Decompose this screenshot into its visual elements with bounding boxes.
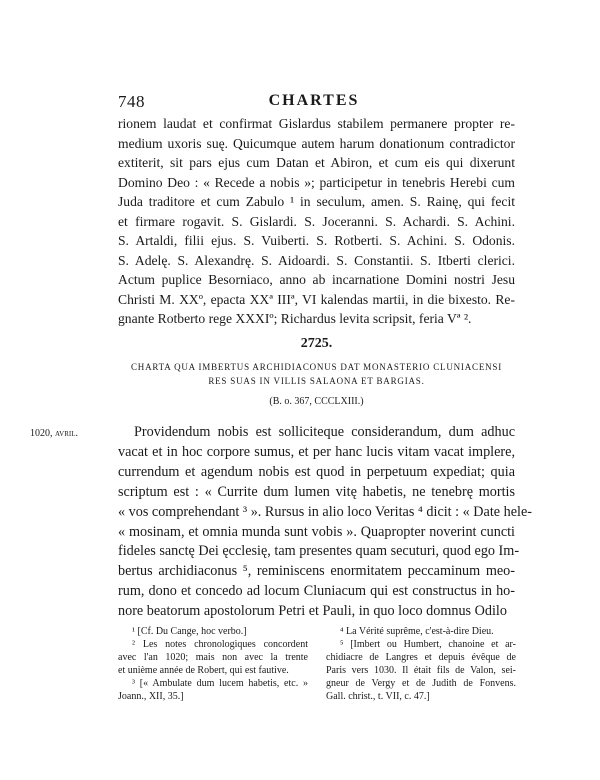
footnote	[326, 625, 516, 638]
text-line: nore beatorum apostolorum Petri et Pauli, in quo loco domnus Odilo	[118, 603, 507, 620]
text-line: Domino Deo : « Recede a nobis »; participetur in tenebris Herebi cum	[118, 174, 515, 190]
text-line: « mosinam, et omnia munda sunt vobis ». Quapropter noverint cuncti	[118, 523, 515, 540]
footnotes-right-column	[326, 625, 516, 703]
footnote-line: ¹ [Cf. Du Cange, hoc verbo.]	[132, 626, 247, 637]
footnote-line: Joann., XII, 35.]	[118, 691, 184, 702]
running-title: CHARTES	[268, 92, 360, 109]
margin-date: 1020, avril.	[30, 428, 78, 439]
charter-heading	[118, 360, 515, 388]
preceding-charter-text	[118, 114, 515, 329]
text-line: Actum puplice Besorniaco, anno ab incarnatione Domini nostri Jesu	[118, 272, 515, 287]
footnote-line: ² Les notes chronologiques concordent	[132, 639, 308, 650]
text-line: gnante Rotberto rege XXXIº; Richardus levita scripsit, feria Vª ².	[118, 311, 472, 326]
text-line: extiterit, sit pars ejus cum Datan et Abiron, et cum eis qui dixerunt	[118, 155, 515, 170]
text-line: et firmare rogavit. S. Gislardi. S. Joceranni. S. Achardi. S. Achini.	[118, 213, 515, 229]
text-line: vacat et in hoc corpore sumus, et per hanc lucis vitam vacat implere,	[118, 443, 515, 460]
footnote-line: ³ [« Ambulate dum lucem habetis, etc. »	[132, 678, 308, 689]
footnote	[118, 677, 308, 703]
charter-source-reference: (B. o. 367, CCCLXIII.)	[269, 396, 364, 407]
charter-number: 2725.	[300, 336, 333, 351]
footnote-line: ⁵ [Imbert ou Humbert, chanoine et ar-	[340, 639, 516, 650]
footnote-line: et unième année de Robert, qui est fautive.	[118, 665, 289, 676]
footnote	[118, 638, 308, 677]
text-line: fideles sanctę Dei ęcclesię, tam presentes quam secuturi, quod ego Im-	[118, 543, 520, 560]
footnote	[118, 625, 308, 638]
footnote-line: avec l'an 1020; mais non avec la trente	[118, 652, 308, 663]
text-line: S. Adelę. S. Alexandrę. S. Aidoardi. S. Constantii. S. Itberti clerici.	[118, 252, 515, 268]
text-line: rum, dono et concedo ad locum Cluniacum qui est constructus in ho-	[118, 583, 515, 600]
text-line: Christi M. XXº, epacta XXª IIIª, VI kalendas martii, in die bixesto. Re-	[118, 291, 515, 307]
text-line: Providendum nobis est solliciteque considerandum, dum adhuc	[134, 424, 515, 440]
footnote	[326, 638, 516, 703]
footnote-line: Paris vers 1030. Il était fils de Valon, sei-	[326, 665, 516, 676]
text-line: currendum et agendum nobis est quod in perpetuum expediat; quia	[118, 463, 515, 480]
footnote-line: chidiacre de Langres et depuis évêque de	[326, 652, 516, 663]
charter-heading-line: CHARTA QUA IMBERTUS ARCHIDIACONUS DAT MONASTERIO CLUNIACENSI	[130, 362, 503, 372]
text-line: medium uxoris suę. Quicumque autem harum donationum contradictor	[118, 135, 515, 151]
footnote-line: gneur de Vergy et de Judith de Fonvens.	[326, 678, 516, 689]
running-head	[118, 92, 510, 112]
text-line: rionem laudat et confirmat Gislardus stabilem permanere propter re-	[118, 116, 515, 131]
text-line: scriptum est : « Currite dum lumen vitę habetis, ne tenebrę mortis	[118, 483, 515, 500]
page-number: 748	[118, 92, 145, 111]
text-line: « vos comprehendant ³ ». Rursus in alio loco Veritas ⁴ dicit : « Date hele-	[118, 503, 532, 520]
text-line: Juda traditore et cum Zabulo ¹ in seculum, amen. S. Rainę, qui fecit	[118, 194, 515, 209]
charter-text	[118, 423, 532, 622]
text-line: bertus archidiaconus ⁵, reminiscens enormitatem peccaminum meo-	[118, 563, 515, 580]
footnote-line: Gall. christ., t. VII, c. 47.]	[326, 691, 430, 702]
charter-heading-line: RES SUAS IN VILLIS SALAONA ET BARGIAS.	[208, 376, 425, 386]
text-line: S. Artaldi, filii ejus. S. Vuiberti. S. Rotberti. S. Achini. S. Odonis.	[118, 233, 515, 248]
footnote-line: ⁴ La Vérité suprême, c'est-à-dire Dieu.	[340, 626, 494, 637]
footnotes-left-column	[118, 625, 308, 703]
